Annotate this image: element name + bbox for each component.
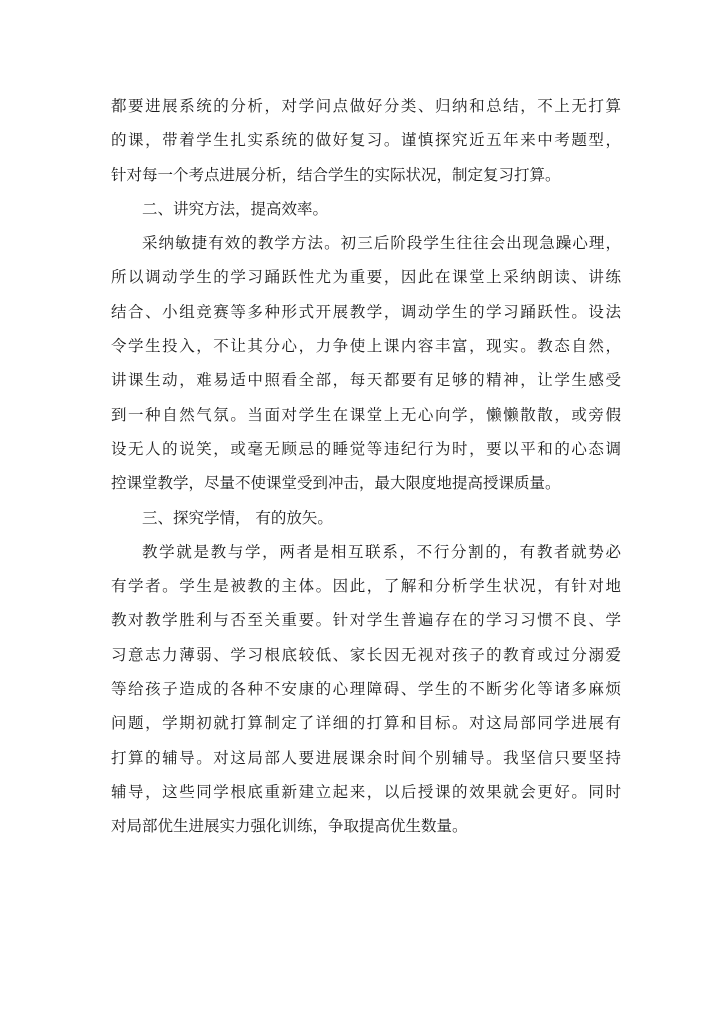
text-line: 问题，学期初就打算制定了详细的打算和目标。对这局部同学进展有 <box>111 714 621 733</box>
text-line: 三、探究学情， 有的放矢。 <box>142 508 333 527</box>
text-line: 教对教学胜利与否至关重要。针对学生普遍存在的学习习惯不良、学 <box>111 611 621 630</box>
text-line: 令学生投入，不让其分心，力争使上课内容丰富，现实。教态自然， <box>111 337 621 356</box>
text-line: 对局部优生进展实力强化训练，争取提高优生数量。 <box>111 817 468 836</box>
text-line: 二、讲究方法，提高效率。 <box>142 199 329 218</box>
text-line: 都要进展系统的分析，对学问点做好分类、归纳和总结，不上无打算 <box>111 97 621 115</box>
text-line: 采纳敏捷有效的教学方法。初三后阶段学生往往会出现急躁心理， <box>142 234 621 253</box>
text-line: 教学就是教与学，两者是相互联系，不行分割的，有教者就势必 <box>142 542 621 561</box>
text-line: 所以调动学生的学习踊跃性尤为重要，因此在课堂上采纳朗读、讲练 <box>111 268 621 287</box>
text-line: 控课堂教学，尽量不使课堂受到冲击，最大限度地提高授课质量。 <box>111 474 561 493</box>
text-line: 辅导，这些同学根底重新建立起来，以后授课的效果就会更好。同时 <box>111 782 621 801</box>
text-line: 结合、小组竞赛等多种形式开展教学，调动学生的学习踊跃性。设法 <box>111 302 621 321</box>
text-line: 打算的辅导。对这局部人要进展课余时间个别辅导。我坚信只要坚持 <box>111 748 621 767</box>
document-body <box>111 89 621 844</box>
text-line: 等给孩子造成的各种不安康的心理障碍、学生的不断劣化等诸多麻烦 <box>111 680 621 699</box>
text-line: 讲课生动，难易适中照看全部，每天都要有足够的精神，让学生感受 <box>111 371 621 390</box>
text-line: 的课，带着学生扎实系统的做好复习。谨慎探究近五年来中考题型， <box>111 131 621 150</box>
text-line: 有学者。学生是被教的主体。因此，了解和分析学生状况，有针对地 <box>111 577 621 596</box>
text-line: 设无人的说笑，或毫无顾忌的睡觉等违纪行为时，要以平和的心态调 <box>111 439 621 458</box>
text-line: 习意志力薄弱、学习根底较低、家长因无视对孩子的教育或过分溺爱 <box>111 645 621 664</box>
text-line: 针对每一个考点进展分析，结合学生的实际状况，制定复习打算。 <box>111 165 561 184</box>
text-line: 到一种自然气氛。当面对学生在课堂上无心向学，懒懒散散，或旁假 <box>111 405 621 424</box>
